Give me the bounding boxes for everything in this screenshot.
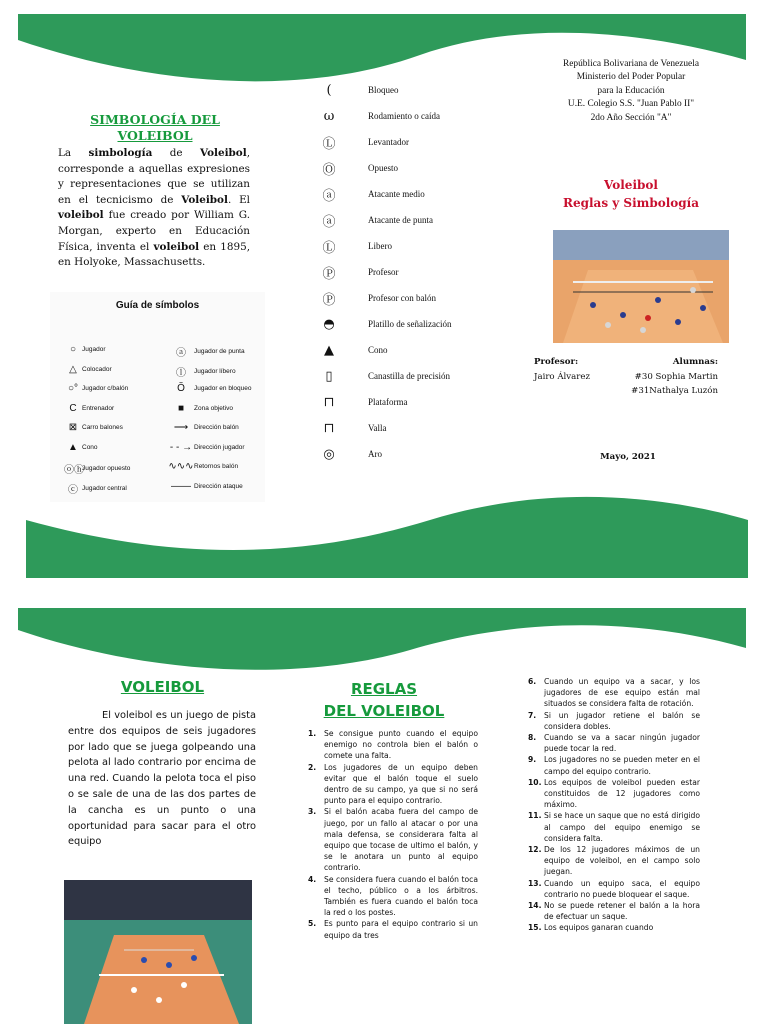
symbol-icon: ▲ bbox=[324, 342, 334, 358]
symbol-row bbox=[318, 184, 425, 204]
guide-icon: ⟶ bbox=[173, 422, 189, 433]
header-line: República Bolivariana de Venezuela bbox=[563, 59, 699, 69]
intro-bold: Voleibol bbox=[200, 147, 247, 159]
rules-title bbox=[300, 678, 468, 722]
guide-icon: △ bbox=[69, 363, 77, 375]
symbol-row bbox=[318, 288, 436, 308]
symbol-row bbox=[318, 106, 440, 126]
guide-item bbox=[64, 481, 127, 496]
rule-number: 11. bbox=[528, 811, 542, 821]
volleyball-photo-arena bbox=[64, 880, 252, 1024]
rule-text: Si un jugador retiene el balón se considera dobles. bbox=[544, 710, 700, 731]
rule-text: Si el balón acaba fuera del campo de juego, por un fallo al atacar o por una mala defensa, se considerara falta al equipo que tocase de ultimo el balón, y se le anotara un punto al equipo contrario. bbox=[324, 807, 478, 873]
intro-text: fue creado por William G. Morgan, experto en Educación Física, inventa el bbox=[58, 209, 250, 253]
symbol-label: Canastilla de precisión bbox=[368, 371, 450, 381]
guide-label: Jugador central bbox=[82, 484, 127, 492]
symbol-icon: Ⓟ bbox=[322, 292, 336, 308]
guide-label: Zona objetivo bbox=[194, 404, 234, 412]
guide-label: Jugador opuesto bbox=[82, 465, 131, 472]
guide-icon: ⓞⓗ bbox=[64, 465, 84, 476]
symbology-title-line1: SIMBOLOGÍA DEL bbox=[90, 112, 220, 127]
intro-text: de bbox=[152, 147, 200, 159]
symbol-row bbox=[318, 392, 408, 412]
symbol-guide-title: Guía de símbolos bbox=[115, 300, 200, 311]
symbol-icon: Ⓛ bbox=[322, 240, 336, 256]
rule-number: 14. bbox=[528, 901, 542, 911]
rules-list-part2 bbox=[528, 676, 700, 934]
rule-item bbox=[528, 710, 700, 732]
guide-item bbox=[168, 403, 233, 414]
guide-label: Entrenador bbox=[82, 404, 115, 412]
rules-list-part1 bbox=[308, 728, 478, 941]
guide-label: Jugador en bloqueo bbox=[194, 385, 252, 392]
rule-number: 8. bbox=[528, 733, 537, 743]
symbol-label: Profesor con balón bbox=[368, 293, 436, 303]
guide-label: Jugador bbox=[82, 346, 106, 353]
symbol-row bbox=[318, 262, 399, 282]
guide-label: Colocador bbox=[82, 365, 112, 373]
guide-icon: ⓐ bbox=[176, 348, 186, 359]
cover-title bbox=[516, 176, 746, 212]
symbol-label: Plataforma bbox=[368, 397, 408, 407]
rule-text: Cuando un equipo va a sacar, y los jugadores de ese equipo están mal situados se considera falta de rotación. bbox=[544, 677, 700, 709]
rule-number: 5. bbox=[308, 919, 317, 929]
symbol-row bbox=[318, 80, 399, 100]
symbol-icon: ω bbox=[323, 108, 335, 124]
guide-label: Dirección ataque bbox=[194, 482, 243, 490]
guide-label: Jugador c/balón bbox=[82, 385, 129, 392]
symbol-guide bbox=[50, 292, 265, 502]
rule-number: 10. bbox=[528, 777, 542, 787]
rule-item bbox=[528, 754, 700, 776]
rule-item bbox=[308, 762, 478, 807]
header-line: para la Educación bbox=[597, 85, 665, 96]
rule-item bbox=[308, 874, 478, 919]
rule-text: De los 12 jugadores máximos de un equipo de voleibol, en el campo solo juegan. bbox=[544, 845, 700, 877]
symbol-label: Opuesto bbox=[368, 163, 398, 173]
symbol-row bbox=[318, 418, 387, 438]
guide-icon: ⓛ bbox=[176, 367, 186, 379]
rule-text: Los equipos ganaran cuando bbox=[544, 923, 654, 933]
rule-item bbox=[308, 918, 478, 940]
rule-text: Los jugadores de un equipo deben evitar que el balón toque el suelo dentro de su campo, ya que si no será punto para el equipo contrario. bbox=[324, 762, 478, 806]
symbol-row bbox=[318, 314, 452, 334]
guide-label: Dirección balón bbox=[194, 424, 239, 431]
rule-number: 7. bbox=[528, 710, 537, 720]
symbol-icon: ⓐ bbox=[322, 188, 336, 204]
symbol-label: Aro bbox=[368, 449, 382, 459]
guide-icon: ▲ bbox=[68, 441, 78, 453]
symbol-row bbox=[318, 158, 398, 178]
symbol-label: Platillo de señalización bbox=[368, 319, 452, 329]
rule-number: 1. bbox=[308, 729, 317, 738]
symbol-label: Levantador bbox=[368, 137, 409, 147]
symbol-icon: ( bbox=[326, 82, 332, 98]
symbol-row bbox=[318, 210, 433, 230]
guide-item bbox=[168, 481, 243, 492]
volleyball-photo-cover bbox=[553, 230, 729, 343]
rule-number: 3. bbox=[308, 807, 317, 817]
guide-label: Jugador líbero bbox=[194, 367, 236, 375]
guide-item bbox=[168, 344, 245, 359]
symbol-row bbox=[318, 366, 450, 386]
symbol-label: Rodamiento o caída bbox=[368, 111, 440, 121]
intro-bold: voleibol bbox=[153, 240, 200, 253]
alumna-1: #30 Sophia Martin bbox=[634, 372, 718, 382]
guide-item bbox=[168, 461, 238, 472]
rule-text: No se puede retener el balón a la hora de efectuar un saque. bbox=[544, 901, 700, 922]
rule-item bbox=[528, 878, 700, 900]
symbol-icon: Ⓞ bbox=[322, 162, 336, 178]
cover-title-line2: Reglas y Simbología bbox=[562, 196, 700, 210]
symbol-icon: ▯ bbox=[325, 368, 333, 384]
guide-icon: C bbox=[69, 402, 77, 414]
rule-number: 6. bbox=[528, 677, 537, 686]
guide-icon: ■ bbox=[177, 402, 185, 414]
rules-title-line2: DEL VOLEIBOL bbox=[323, 702, 445, 720]
symbol-label: Libero bbox=[368, 241, 392, 251]
guide-item bbox=[168, 364, 236, 379]
header-line: 2do Año Sección "A" bbox=[590, 112, 672, 123]
symbol-label: Atacante de punta bbox=[368, 215, 433, 225]
guide-label: Dirección jugador bbox=[194, 443, 245, 451]
symbol-row bbox=[318, 340, 388, 360]
header-line: Ministerio del Poder Popular bbox=[576, 72, 686, 83]
guide-item bbox=[168, 383, 251, 394]
rule-item bbox=[528, 844, 700, 878]
rule-item bbox=[528, 676, 700, 710]
profesor-label: Profesor: bbox=[534, 357, 579, 367]
rule-item bbox=[308, 728, 478, 762]
rule-text: Cuando un equipo saca, el equipo contrario no puede bloquear el saque. bbox=[544, 878, 700, 899]
symbology-title-line2: VOLEIBOL bbox=[117, 128, 193, 143]
rule-text: Si se hace un saque que no está dirigido al campo del equipo enemigo se considera falta. bbox=[544, 811, 700, 843]
guide-label: Retornos balón bbox=[194, 463, 239, 470]
symbol-icon: Ⓟ bbox=[322, 266, 336, 282]
rule-text: Los jugadores no se pueden meter en el campo del equipo contrario. bbox=[544, 755, 700, 776]
rule-item bbox=[528, 922, 700, 933]
brochure-page-back bbox=[0, 590, 768, 1024]
rule-item bbox=[528, 810, 700, 844]
guide-icon: ⊠ bbox=[68, 422, 78, 433]
school-header bbox=[516, 58, 746, 125]
rule-number: 15. bbox=[528, 923, 542, 933]
symbol-icon: ◎ bbox=[323, 446, 335, 462]
alumna-2: #31Nathalya Luzón bbox=[631, 386, 718, 396]
symbology-intro bbox=[58, 146, 250, 271]
intro-bold: Voleibol bbox=[181, 193, 228, 206]
symbol-icon: ⓐ bbox=[322, 214, 336, 230]
rule-text: Es punto para el equipo contrario si un equipo da tres bbox=[324, 919, 478, 940]
symbol-row bbox=[318, 444, 382, 464]
guide-item bbox=[64, 364, 112, 375]
guide-label: Jugador de punta bbox=[194, 348, 245, 355]
symbol-label: Cono bbox=[368, 345, 388, 355]
symbol-label: Atacante medio bbox=[368, 189, 425, 199]
guide-item bbox=[64, 403, 114, 414]
symbol-label: Bloqueo bbox=[368, 85, 399, 95]
rule-text: Cuando se va a sacar ningún jugador puede tocar la red. bbox=[544, 733, 700, 754]
profesor-name: Jairo Álvarez bbox=[534, 372, 590, 382]
guide-icon: - - → bbox=[169, 441, 193, 453]
rule-text: Los equipos de voleibol pueden estar constituidos de 12 jugadores como máximo. bbox=[544, 777, 700, 810]
guide-icon: ○ bbox=[69, 344, 77, 355]
alumnas-label: Alumnas: bbox=[672, 357, 718, 367]
intro-text: La bbox=[58, 147, 89, 159]
intro-bold: simbología bbox=[88, 147, 153, 159]
symbol-row bbox=[318, 236, 392, 256]
guide-item bbox=[64, 344, 106, 355]
guide-item bbox=[168, 422, 239, 433]
rule-number: 12. bbox=[528, 845, 542, 855]
symbol-label: Valla bbox=[368, 423, 387, 433]
guide-icon: ⓒ bbox=[68, 484, 78, 496]
guide-item bbox=[168, 442, 245, 453]
rule-item bbox=[528, 900, 700, 922]
guide-item bbox=[64, 442, 98, 453]
rules-title-line1: REGLAS bbox=[350, 680, 418, 698]
rule-item bbox=[308, 806, 478, 873]
rule-number: 9. bbox=[528, 755, 537, 765]
rule-item bbox=[528, 732, 700, 754]
header-line: U.E. Colegio S.S. "Juan Pablo II" bbox=[567, 99, 695, 110]
date: Mayo, 2021 bbox=[600, 452, 656, 462]
guide-item bbox=[64, 383, 128, 394]
intro-text: en 1895, en Holyoke, Massachusetts. bbox=[58, 240, 250, 269]
guide-icon: ○° bbox=[67, 383, 79, 394]
rule-item bbox=[528, 777, 700, 811]
symbol-icon: ⊓ bbox=[323, 394, 335, 410]
rule-text: Se consigue punto cuando el equipo enemigo no controla bien el balón o comete una falta. bbox=[324, 729, 478, 761]
guide-icon: Ŏ bbox=[177, 383, 185, 394]
guide-icon: ∿∿∿ bbox=[168, 461, 194, 472]
intro-text: . El bbox=[227, 193, 250, 206]
intro-text: , corresponde a aquellas expresiones y representaciones que se utilizan en el tecnicismo de bbox=[58, 147, 250, 206]
symbol-icon: ⊓ bbox=[323, 420, 335, 436]
symbology-title bbox=[80, 112, 230, 144]
rule-number: 4. bbox=[308, 874, 317, 884]
cover-title-line1: Voleibol bbox=[604, 178, 658, 192]
symbol-label: Profesor bbox=[368, 267, 399, 277]
intro-bold: voleibol bbox=[58, 209, 104, 222]
symbol-icon: ◓ bbox=[323, 316, 335, 332]
guide-item bbox=[64, 422, 123, 433]
rule-number: 2. bbox=[308, 762, 317, 772]
guide-label: Carro balones bbox=[82, 424, 123, 431]
guide-label: Cono bbox=[82, 443, 98, 451]
guide-icon: —— bbox=[171, 480, 191, 492]
symbol-row bbox=[318, 132, 409, 152]
guide-item bbox=[64, 461, 130, 476]
rule-number: 13. bbox=[528, 878, 542, 888]
rule-text: Se considera fuera cuando el balón toca el techo, público o a los árbitros. También es fuera cuando el balón toca la red o los postes. bbox=[324, 874, 478, 918]
voleibol-title: VOLEIBOL bbox=[120, 678, 205, 696]
symbol-icon: Ⓛ bbox=[322, 136, 336, 152]
voleibol-description: El voleibol es un juego de pista entre dos equipos de seis jugadores por lado que se juega golpeando una pelota al lado contrario por encima de una red. Cuando la pelota toca el piso o se sale de una de las dos partes de la cancha es un punto o una oportunidad para sacar para el otro equipo bbox=[68, 710, 256, 848]
